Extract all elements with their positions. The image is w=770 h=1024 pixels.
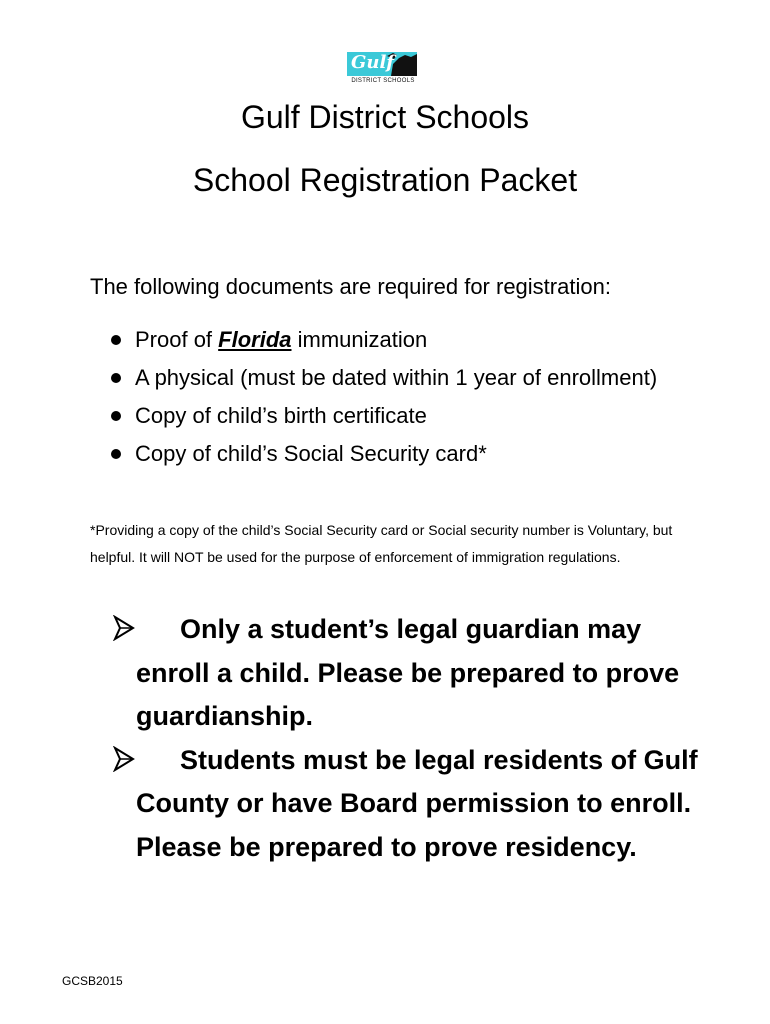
list-item [107, 360, 667, 396]
list-item [107, 398, 667, 434]
item-text: Copy of child’s birth certificate [135, 403, 427, 428]
list-item [107, 322, 667, 358]
arrow-bullet-icon [113, 615, 135, 641]
page-title: Gulf District Schools [240, 99, 530, 135]
item-emphasis: Florida [218, 327, 292, 352]
requirements-intro: The following documents are required for registration: [90, 274, 611, 299]
logo-wordmark: Gulf [351, 52, 395, 73]
bullet-icon [111, 373, 121, 383]
item-text: Copy of child’s Social Security card* [135, 441, 487, 466]
list-item [107, 436, 667, 472]
logo-subtext: DISTRICT SCHOOLS [351, 78, 415, 84]
notice-text: Students must be legal residents of Gulf County or have Board permission to enroll. Please be prepared to prove residency. [136, 744, 698, 862]
district-logo [347, 52, 419, 86]
page-subtitle: School Registration Packet [192, 162, 578, 198]
notice-text: Only a student’s legal guardian may enroll a child. Please be prepared to prove guardianship. [136, 614, 680, 731]
notice-guardian [113, 608, 713, 739]
footer-code: GCSB2015 [62, 974, 123, 988]
footnote: *Providing a copy of the child’s Social Security card or Social security number is Voluntary, but helpful. It will NOT be used for the purpose of enforcement of immigration regulations. [90, 522, 673, 565]
requirements-list [107, 322, 667, 474]
notice-residency [113, 739, 713, 870]
notices-list [113, 608, 713, 869]
bullet-icon [111, 449, 121, 459]
item-text: A physical (must be dated within 1 year of enrollment) [135, 365, 658, 390]
arrow-bullet-icon [113, 746, 135, 772]
item-text-prefix: Proof of [135, 327, 219, 352]
bullet-icon [111, 411, 121, 421]
bullet-icon [111, 335, 121, 345]
item-text-suffix: immunization [291, 327, 428, 352]
